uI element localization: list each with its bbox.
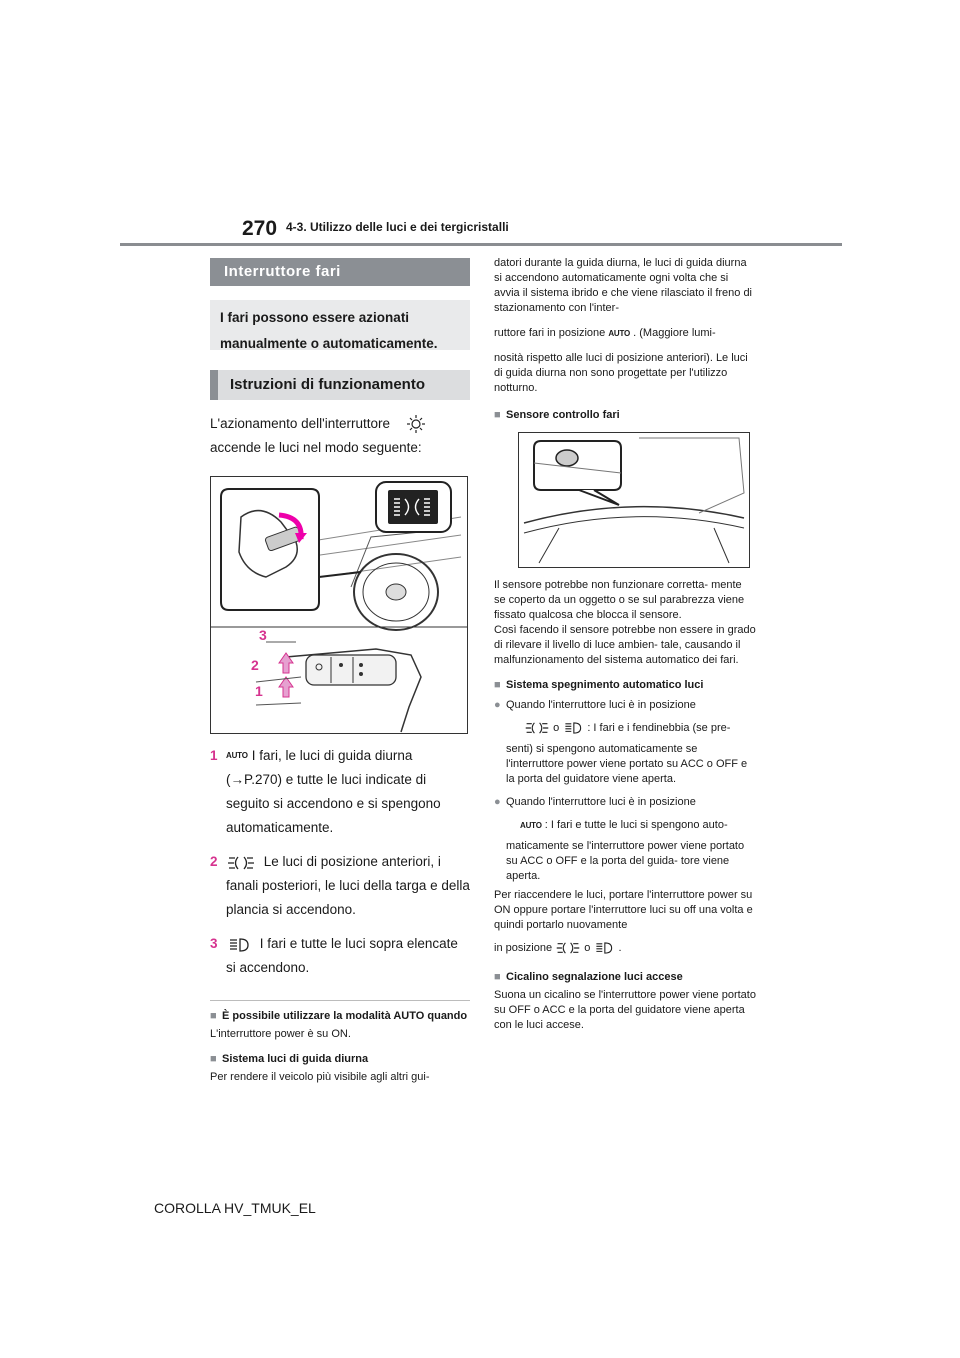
headlight-switch-illustration	[210, 476, 468, 734]
side-lights-icon	[524, 721, 550, 735]
step-text: I fari, le luci di guida diurna (→P.270) e tutte le luci indicate di seguito si accendono e si spengono automaticamente.	[226, 748, 441, 836]
side-lights-icon	[226, 855, 256, 871]
relight-text-b: in posizione	[494, 942, 553, 954]
intro-text-1: L'azionamento dell'interruttore	[210, 416, 391, 431]
drl-text-3: nosità rispetto alle luci di posizione anteriori). Le luci di guida diurna non sono progettate per l'utilizzo notturno.	[494, 352, 748, 394]
bullet2-text-b: : I fari e tutte le luci si spengono auto-	[544, 819, 728, 831]
relight-icons-line	[494, 941, 756, 956]
notes-divider	[210, 1000, 470, 1001]
section-title: Interruttore fari	[210, 258, 470, 286]
drl-continued-text: datori durante la guida diurna, le luci di guida diurna si accendono automaticamente ogni volta che si avvia il sistema ibrido e che viene rilasciato il freno di stazionamento con l'inter-	[494, 257, 753, 314]
square-bullet-icon: ■	[494, 971, 501, 983]
bullet-dot-icon: ●	[494, 796, 501, 808]
auto-icon: AUTO	[226, 751, 248, 761]
section-header: 4-3. Utilizzo delle luci e dei tergicristalli	[286, 220, 509, 234]
bullet2-text-a: Quando l'interruttore luci è in posizione	[506, 796, 696, 808]
sensor-title	[494, 408, 756, 422]
light-switch-icon	[402, 414, 430, 434]
note1-title	[210, 1009, 470, 1023]
bullet-2	[494, 795, 756, 884]
step-number: 2	[210, 854, 218, 870]
intro-paragraph	[210, 412, 470, 460]
left-column	[210, 258, 470, 1085]
note2-text: Per rendere il veicolo più visibile agli altri gui-	[210, 1071, 430, 1084]
drl-auto-line	[494, 326, 756, 341]
note2-title	[210, 1052, 470, 1066]
step-number: 1	[210, 748, 218, 763]
step-1	[210, 744, 470, 840]
autooff-title-text: Sistema spegnimento automatico luci	[506, 679, 704, 691]
bullet2-text-c: maticamente se l'interruttore power viene portato su ACC o OFF e la porta del guida- tore viene aperta.	[506, 840, 745, 882]
footer-model: COROLLA HV_TMUK_EL	[154, 1200, 316, 1216]
sensor-text: Il sensore potrebbe non funzionare corretta- mente se coperto da un oggetto o se sul parabrezza viene fissato qualcosa che blocca il sensore. Così facendo il sensore potrebbe non essere in grado di rilevare il livello di luce ambien- tale, causando il malfunzionamento del sistema automatico dei fari.	[494, 579, 756, 666]
headlight-icon	[562, 721, 584, 735]
step-text: Le luci di posizione anteriori, i fanali posteriori, le luci della targa e della plancia si accendono.	[226, 854, 470, 918]
buzzer-title-text: Cicalino segnalazione luci accese	[506, 971, 683, 983]
side-lights-icon	[555, 941, 581, 955]
step-3	[210, 932, 470, 980]
relight-text: Per riaccendere le luci, portare l'interruttore power su ON oppure portare l'interruttore luci su off una volta e quindi portarlo nuovamente	[494, 889, 753, 931]
buzzer-title	[494, 970, 756, 984]
square-bullet-icon: ■	[210, 1010, 217, 1023]
auto-icon: AUTO	[520, 821, 542, 830]
square-bullet-icon: ■	[494, 679, 501, 691]
headlight-icon	[226, 937, 252, 953]
bullet1-icons-line	[506, 721, 756, 736]
note2-title-text: Sistema luci di guida diurna	[222, 1053, 369, 1066]
step-number: 3	[210, 936, 218, 952]
callout-2: 2	[251, 657, 259, 673]
bullet-dot-icon: ●	[494, 699, 501, 711]
drl-text-2b: . (Maggiore lumi-	[633, 327, 716, 339]
autooff-title	[494, 678, 756, 692]
relight-end: .	[618, 942, 622, 954]
drl-text-2a: ruttore fari in posizione	[494, 327, 606, 339]
sensor-title-text: Sensore controllo fari	[506, 409, 620, 421]
right-column	[494, 256, 756, 1033]
step-text: I fari e tutte le luci sopra elencate si accendono.	[226, 936, 458, 976]
steps-list	[210, 744, 470, 980]
bullet1-text-c: senti) si spengono automaticamente se l'interruttore power viene portato su ACC o OFF e la porta del guidatore viene aperta.	[506, 743, 748, 785]
bullet1-or: o	[553, 722, 560, 734]
sensor-illustration	[518, 432, 750, 568]
relight-or: o	[584, 942, 591, 954]
illustration-svg	[211, 477, 467, 733]
bullet-1	[494, 698, 756, 787]
auto-icon: AUTO	[608, 329, 631, 338]
subsection-title: Istruzioni di funzionamento	[210, 370, 470, 400]
bullet1-text-b: : I fari e i fendinebbia (se pre-	[587, 722, 731, 734]
headlight-icon	[593, 941, 615, 955]
bullet2-icon-line	[506, 818, 756, 833]
buzzer-text: Suona un cicalino se l'interruttore power viene portato su OFF o ACC e la porta del guidatore viene aperta con le luci accese.	[494, 989, 756, 1031]
sensor-svg	[519, 433, 749, 567]
callout-3: 3	[259, 627, 267, 643]
header-rule	[120, 243, 842, 246]
intro-box: I fari possono essere azionati manualmente o automaticamente.	[210, 300, 470, 350]
note1-title-text: È possibile utilizzare la modalità AUTO quando	[222, 1010, 468, 1023]
page-number: 270	[242, 217, 278, 240]
bullet1-text-a: Quando l'interruttore luci è in posizione	[506, 699, 696, 711]
callout-1: 1	[255, 683, 263, 699]
note1-text: L'interruttore power è su ON.	[210, 1028, 351, 1041]
square-bullet-icon: ■	[494, 409, 501, 421]
step-2	[210, 850, 470, 922]
intro-text-2: accende le luci nel modo seguente:	[210, 440, 422, 455]
square-bullet-icon: ■	[210, 1053, 217, 1066]
